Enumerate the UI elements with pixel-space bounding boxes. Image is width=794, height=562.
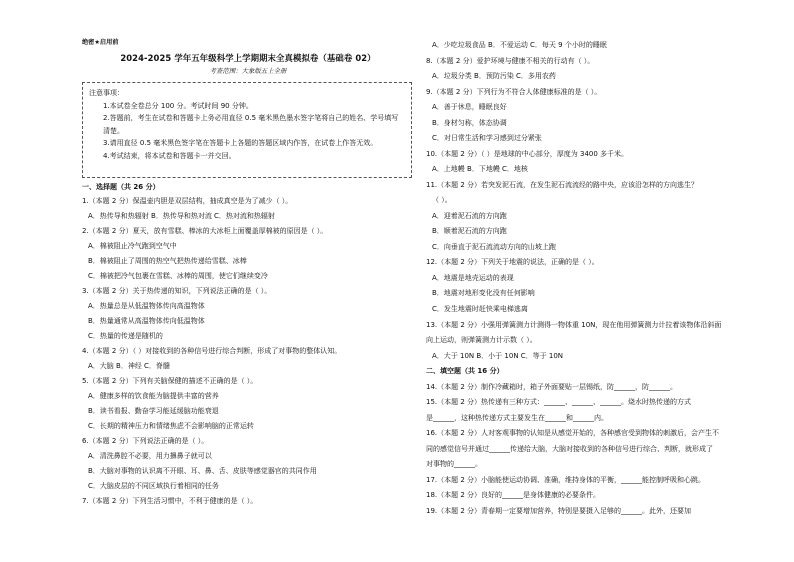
note-item: 4.考试结束，将本试卷和答题卡一并交回。 xyxy=(103,151,236,160)
question-line: 同的感觉信号并通过______传递给大脑，大脑对接收到的各种信号进行综合、判断，就形成了 xyxy=(426,445,713,453)
secret-label: 绝密★启用前 xyxy=(82,39,119,46)
option-line: B．棉被阻止了周围的热空气把热传递给雪糕、冰棒 xyxy=(88,257,247,265)
question-line: 向上运动，则弹簧测力计示数（ ）。 xyxy=(426,336,537,344)
option-line: A．上地幔 B．下地幔 C．地核 xyxy=(432,165,528,173)
option-line: A．大脑 B．神经 C．脊髓 xyxy=(88,362,170,370)
option-line: A．健康多样的饮食能为脑提供丰富的营养 xyxy=(88,392,219,400)
option-line: A．少吃垃圾食品 B．不爱运动 C．每天 9 个小时的睡眠 xyxy=(432,41,607,49)
question-line: 18.（本题 2 分）良好的______是身体健康的必要条件。 xyxy=(426,491,601,499)
option-line: A．地震是地壳运动的表现 xyxy=(432,274,514,282)
option-line: B．顺着泥石流的方向跑 xyxy=(432,227,507,235)
question-line: 13.（本题 2 分）小强用弹簧测力计测得一物体重 10N，现在他用弹簧测力计拉着该物体沿斜面 xyxy=(426,321,722,329)
question-line: 14.（本题 2 分）制作冷藏箱时，箱子外面要贴一层锡纸，防______，防______。 xyxy=(426,383,678,391)
option-line: A．热传导和热辐射 B．热传导和热对流 C．热对流和热辐射 xyxy=(88,212,275,220)
option-line: B．身材匀称，体态协调 xyxy=(432,119,507,127)
note-item: 2.答题前，考生在试卷和答题卡上务必用直径 0.5 毫米黑色墨水签字笔将自己的姓名、学号填写清楚。 xyxy=(103,114,399,135)
question-line: 19.（本题 2 分）青春期一定要增加营养，特别是要摄入足够的______。此外，还要加 xyxy=(426,507,692,515)
option-line: C．发生地震时赶快乘电梯逃离 xyxy=(432,305,528,313)
question-line: 是______，这种热传递方式主要发生在______和______内。 xyxy=(426,414,608,422)
option-line: A．垃圾分类 B．预防污染 C．多用农药 xyxy=(432,72,556,80)
section-heading-fill: 二、填空题（共 16 分） xyxy=(426,367,504,375)
option-line: C．对日常生活和学习感到过分紧张 xyxy=(432,134,542,142)
option-line: C．大脑皮层的不同区域执行着相同的任务 xyxy=(88,482,219,490)
option-line: B．大脑对事物的认识离不开眼、耳、鼻、舌、皮肤等感觉器官的共同作用 xyxy=(88,467,317,475)
option-line: C．热量的传递是随机的 xyxy=(88,332,163,340)
option-line: C．向垂直于泥石流流动方向的山坡上跑 xyxy=(432,243,556,251)
option-line: A．大于 10N B．小于 10N C．等于 10N xyxy=(432,352,564,360)
option-line: A．迎着泥石流的方向跑 xyxy=(432,212,507,220)
question-line: 16.（本题 2 分）人对客观事物的认知是从感觉开始的，各种感官受到物体的刺激后，会产生不 xyxy=(426,429,720,437)
question-line: 15.（本题 2 分）热传递有三种方式：______、______、______。烧水时热传递的方式 xyxy=(426,398,692,406)
question-line: 11.（本题 2 分）若突发泥石流，在发生泥石流流经的路中央，应该沿怎样的方向逃生？ xyxy=(426,181,699,189)
option-line: C．长期的精神压力和情绪焦虑不会影响脑的正常运转 xyxy=(88,422,254,430)
page-title: 2024-2025 学年五年级科学上学期期末全真模拟卷（基础卷 02） xyxy=(120,53,376,63)
question-line: 9.（本题 2 分）下列行为不符合人体健康标准的是（ ）。 xyxy=(426,88,602,96)
question-line: 10.（本题 2 分）（ ）是地球的中心部分，厚度为 3400 多千米。 xyxy=(426,150,629,158)
question-line: 3.（本题 2 分）关于热传递的知识，下列说法正确的是（ ）。 xyxy=(82,287,272,295)
notes-heading: 注意事项： xyxy=(89,89,124,97)
question-line: 17.（本题 2 分）小脑能使运动协调、准确，维持身体的平衡，______能控制呼吸和心跳。 xyxy=(426,476,706,484)
note-item: 3.请用直径 0.5 毫米黑色签字笔在答题卡上各题的答题区域内作答，在试卷上作答无效。 xyxy=(103,139,378,147)
question-line: 1.（本题 2 分）保温壶内胆是双层结构，抽成真空是为了减少（ ）。 xyxy=(82,197,293,205)
option-line: B．热量通常从高温物体传向低温物体 xyxy=(88,317,205,325)
question-line: 对事物的______。 xyxy=(426,460,482,468)
option-line: B．读书看报、勤奋学习能延缓脑功能衰退 xyxy=(88,407,219,415)
note-item: 1.本试卷全卷总分 100 分。考试时间 90 分钟。 xyxy=(103,101,253,110)
option-line: A．热量总是从低温物体传向高温物体 xyxy=(88,302,205,310)
option-line: B．地震对地形变化没有任何影响 xyxy=(432,289,535,297)
option-line: A．清洗鼻腔不必要，用力擤鼻子就可以 xyxy=(88,452,212,460)
question-line: 5.（本题 2 分）下列有关脑保健的描述不正确的是（ ）。 xyxy=(82,377,258,385)
option-line: C．棉被把冷气包裹在雪糕、冰棒的周围，使它们继续变冷 xyxy=(88,272,268,280)
notes-box xyxy=(82,82,412,178)
question-line: 7.（本题 2 分）下列生活习惯中，不利于健康的是（ ）。 xyxy=(82,497,258,505)
question-line: 4.（本题 2 分）（ ）对接收到的各种信号进行综合判断，形成了对事物的整体认知。 xyxy=(82,347,342,355)
question-line: 6.（本题 2 分）下列说法正确的是（ ）。 xyxy=(82,437,209,445)
exam-scope: 考查范围：大象版五上全册 xyxy=(209,67,287,75)
option-line: A．棉被阻止冷气跑到空气中 xyxy=(88,242,177,250)
question-line: （ ）。 xyxy=(432,196,452,204)
section-heading-choice: 一、选择题（共 26 分） xyxy=(82,183,160,191)
question-line: 2.（本题 2 分）夏天，放有雪糕、棒冰的大冰柜上面覆盖厚棉被的原因是（ ）。 xyxy=(82,227,328,235)
question-line: 12.（本题 2 分）下列关于地震的说法，正确的是（ ）。 xyxy=(426,258,599,266)
option-line: A．善于休息，睡眠良好 xyxy=(432,103,507,111)
question-line: 8.（本题 2 分）爱护环境与健康不相关的行动有（ ）。 xyxy=(426,57,595,65)
